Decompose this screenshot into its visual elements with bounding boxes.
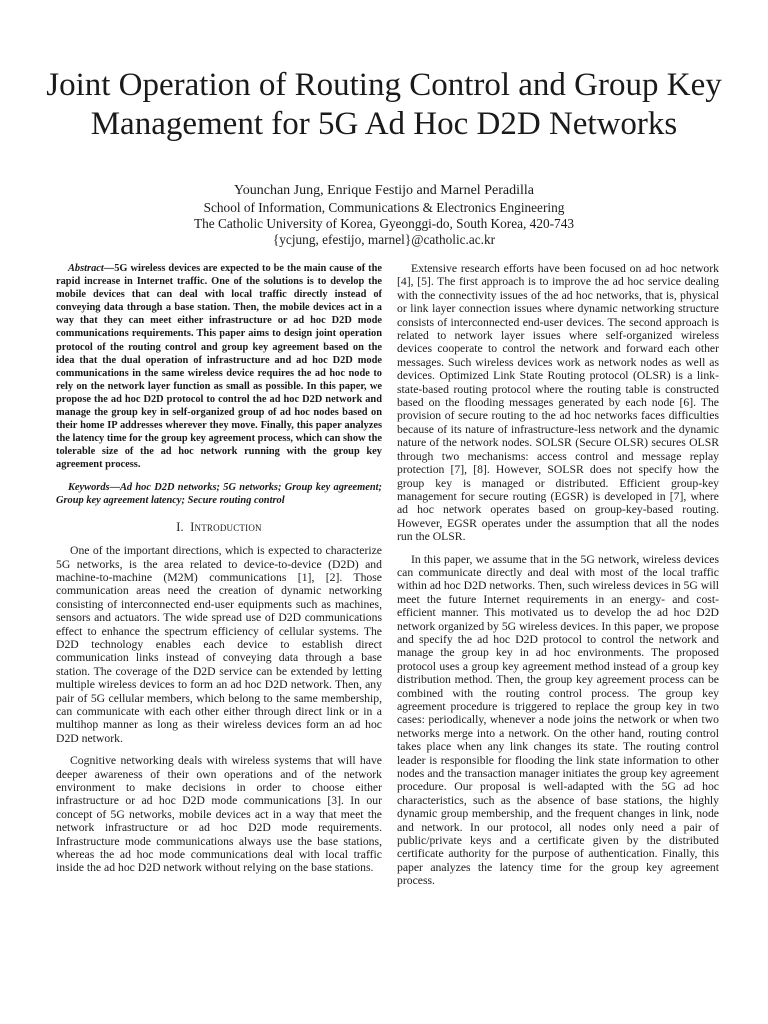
section-title: Introduction <box>190 519 262 534</box>
title-line-2: Management for 5G Ad Hoc D2D Networks <box>90 106 678 142</box>
intro-paragraph-4: In this paper, we assume that in the 5G network, wireless devices can communicate directly and deal with most of the local traffic within ad hoc D2D networks. Then, such wireless devices in 5G will meet the future Internet requirements in an energy- and cost-efficient manner. This motivated us to develop the ad hoc D2D network organized by 5G wireless devices. In this paper, we propose and specify the ad hoc D2D protocol to control the network and manage the group key in ad hoc environments. The proposed protocol uses a group key agreement method instead of a group key distribution method. Then, the group key agreement process can be combined with the routing control process. The group key agreement procedure is triggered to replace the group key in two cases: periodically, whenever a node joins the network or when two networks merge into a network. On the other hand, routing control takes place when any link changes its state. The routing control leader is responsible for flooding the link state information to other nodes and the transaction manager initiates the group key agreement procedure. Our proposal is well-adapted with the 5G ad hoc characteristics, such as the absence of base stations, the highly dynamic group membership, and the frequent changes in link, node and network. In our protocol, all nodes only need a pair of public/private keys and a certificate given by the distributed certificate authority for the purpose of authentication. Finally, this paper analyzes the latency time for the group key agreement process. <box>397 552 719 888</box>
right-column <box>397 262 719 897</box>
section-heading-introduction <box>56 521 382 534</box>
author-emails: {ycjung, efestijo, marnel}@catholic.ac.kr <box>272 232 496 247</box>
keywords: Keywords—Ad hoc D2D networks; 5G networks; Group key agreement; Group key agreement latency; Secure routing control <box>56 481 382 506</box>
title-line-1: Joint Operation of Routing Control and Group Key <box>46 67 722 103</box>
left-column <box>56 262 382 884</box>
intro-paragraph-2: Cognitive networking deals with wireless systems that will have deeper awareness of their own operations and of the network environment to make decisions in order to choose either infrastructure or ad hoc D2D mode communications [3]. In our concept of 5G networks, mobile devices act in a way that meet the network infrastructure or ad hoc D2D mode requirements. Infrastructure mode communications always use the base stations, whereas the ad hoc mode communications deal with local traffic inside the ad hoc D2D network without relying on the base stations. <box>56 754 382 875</box>
abstract-text: —5G wireless devices are expected to be the main cause of the rapid increase in Internet traffic. One of the solutions is to develop the mobile devices that can deal with local traffic directly instead of conveying data through a base station. Then, the mobile devices act in a way that they can meet either infrastructure or ad hoc D2D mode communications requirements. This paper aims to design joint operation protocol of the routing control and group key agreement based on the idea that the dual operation of infrastructure and ad hoc D2D mode communications in the same wireless device requires the ad hoc node to rely on the network layer function as small as possible. In this paper, we propose the ad hoc D2D protocol to control the ad hoc D2D network and manage the group key in self-organized group of ad hoc nodes based on their home IP addresses wherever they move. Finally, this paper analyzes the latency time for the group key agreement process, which can show the tolerable size of the ad hoc network running with the group key agreement process. <box>56 263 382 471</box>
author-block <box>40 183 728 248</box>
author-names: Younchan Jung, Enrique Festijo and Marnel Peradilla <box>234 183 534 198</box>
paper-title <box>40 66 728 144</box>
intro-paragraph-1: One of the important directions, which is expected to characterize 5G networks, is the area related to device-to-device (D2D) and machine-to-machine (M2M) communications [1], [2]. Those communication areas need the creation of dynamic networking consisting of interconnected end-user equipments such as machines, sensors and actuators. The wide spread use of D2D communications effect to enhance the spectrum efficiency of cellular systems. The D2D technology enables each device to establish direct communication links instead of conveying data through a base station. The coverage of the D2D service can be extended by letting multiple wireless devices to form an ad hoc D2D network. Then, any pair of 5G cellular members, which belong to the same membership, can communicate with each other either through direct link or in a multihop manner as long as their wireless devices form an ad hoc D2D network. <box>56 544 382 745</box>
abstract <box>56 262 382 472</box>
intro-paragraph-3: Extensive research efforts have been focused on ad hoc network [4], [5]. The first approach is to improve the ad hoc service dealing with the connectivity issues of the ad hoc networks, that is, physical or link layer connection issues where dynamic networking structure consists of interconnected end-user devices. The second approach is related to network layer issues where self-organized wireless devices cooperate to control the network and forward each other messages. Such wireless devices work as network nodes as well as devices. Optimized Link State Routing protocol (OLSR) is a link-state-based routing protocol where the routing table is constructed based on the flooding messages generated by each node [6]. The provision of secure routing to the ad hoc networks faces difficulties because of its nature of infrastructure-less network and the dynamic nature of the network nodes. SOLSR (Secure OLSR) secures OLSR through two mechanisms: access control and message replay protection [7], [8]. However, SOLSR does not specify how the group key is managed or distributed. Efficient group-key management for secure routing (EGSR) is developed in [7], where ad hoc network operates based on group-key-based routing. However, EGSR operates under the assumption that all the nodes run the OLSR. <box>397 262 719 544</box>
section-number: I. <box>176 519 184 534</box>
abstract-label: Abstract <box>68 263 104 274</box>
affiliation-university: The Catholic University of Korea, Gyeonggi-do, South Korea, 420-743 <box>194 216 574 231</box>
affiliation-school: School of Information, Communications & Electronics Engineering <box>203 200 565 215</box>
